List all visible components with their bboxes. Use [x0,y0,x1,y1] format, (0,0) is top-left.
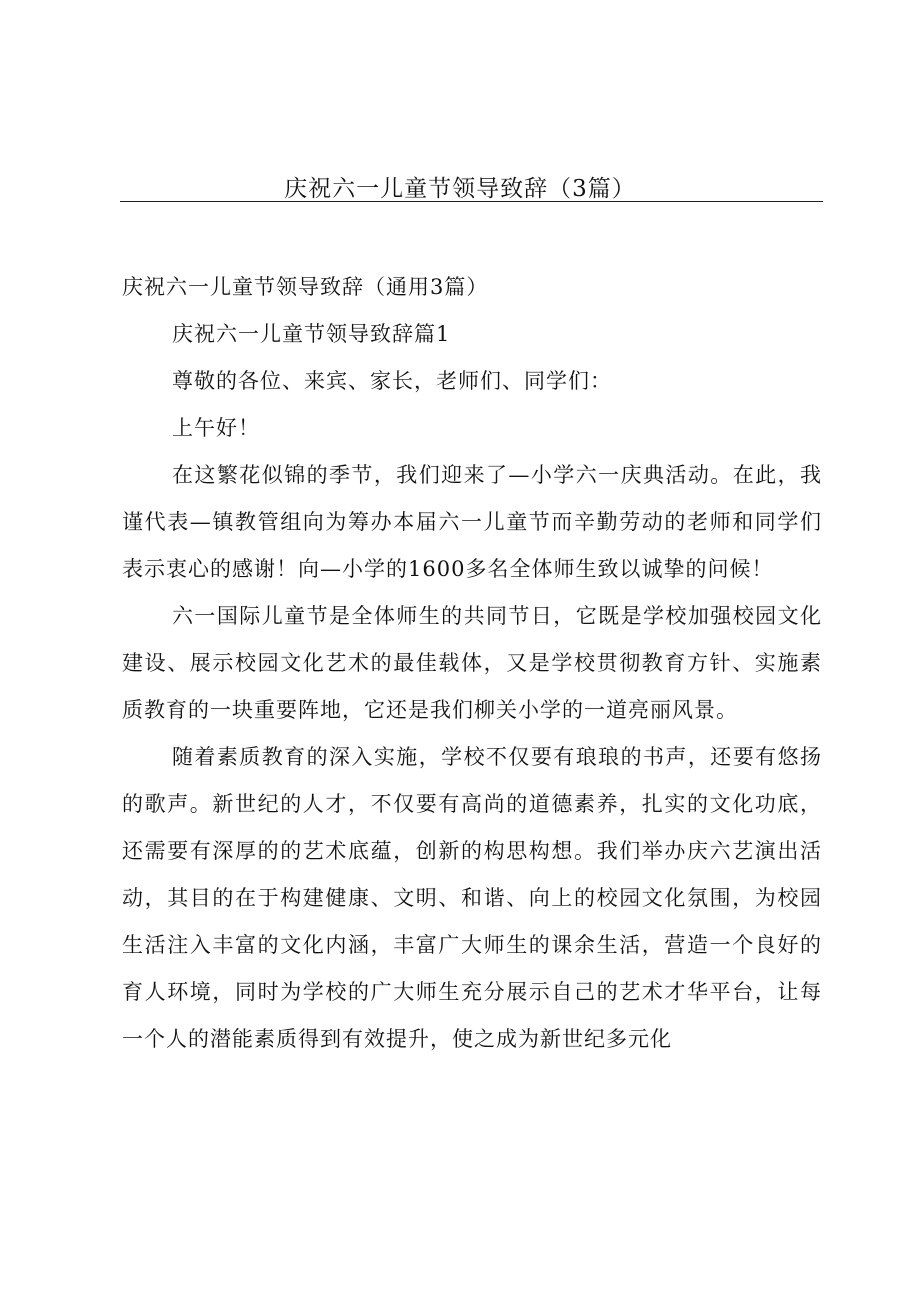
paragraph-3: 随着素质教育的深入实施，学校不仅要有琅琅的书声，还要有悠扬的歌声。新世纪的人才，不仅要有高尚的道德素养，扎实的文化功底，还需要有深厚的的艺术底蕴，创新的构思构想。我们举办庆六艺演出活动，其目的在于构建健康、文明、和谐、向上的校园文化氛围，为校园生活注入丰富的文化内涵，丰富广大师生的课余生活，营造一个良好的育人环境，同时为学校的广大师生充分展示自己的艺术才华平台，让每一个人的潜能素质得到有效提升，使之成为新世纪多元化 [122,745,822,1051]
title-underline [120,201,823,202]
paragraph-2: 六一国际儿童节是全体师生的共同节日，它既是学校加强校园文化建设、展示校园文化艺术的最佳载体，又是学校贯彻教育方针、实施素质教育的一块重要阵地，它还是我们柳关小学的一道亮丽风景。 [122,604,822,722]
document-title: 庆祝六一儿童节领导致辞（3篇） [284,176,636,202]
subtitle: 庆祝六一儿童节领导致辞（通用3篇） [122,275,489,299]
paragraph-1: 在这繁花似锦的季节，我们迎来了—小学六一庆典活动。在此，我谨代表—镇教管组向为筹办本届六一儿童节而辛勤劳动的老师和同学们表示衷心的感谢！向—小学的1600多名全体师生致以诚挚的问候！ [122,463,822,581]
document-body [122,264,822,1063]
salutation: 尊敬的各位、来宾、家长，老师们、同学们： [172,369,612,393]
section-heading: 庆祝六一儿童节领导致辞篇1 [172,322,451,346]
greeting: 上午好！ [172,416,260,440]
